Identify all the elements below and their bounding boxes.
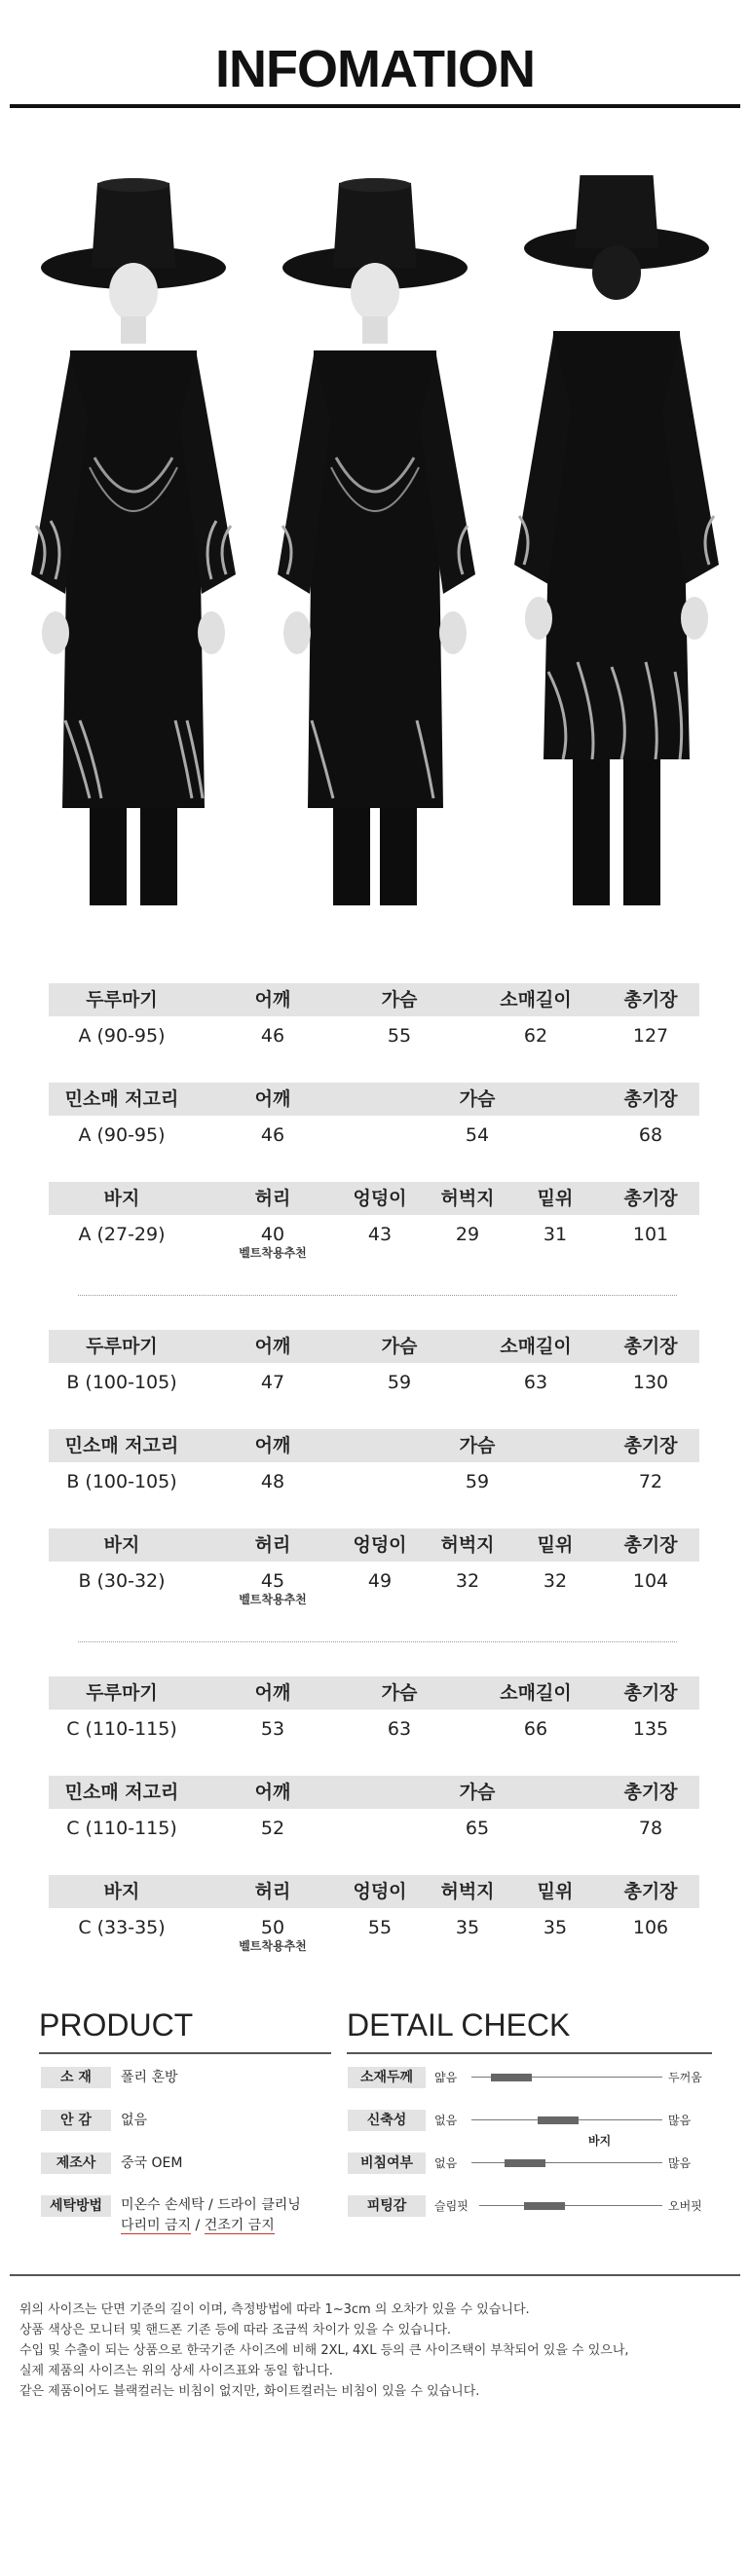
- header-cell: 소매길이: [500, 989, 572, 1011]
- detail-scale: [0, 2110, 750, 2131]
- detail-label: 소재두께: [348, 2067, 426, 2088]
- wash-method-line1: 미온수 손세탁 / 드라이 클리닝: [121, 2197, 301, 2213]
- wash-method-line2: [121, 2216, 275, 2235]
- value-cell: 106: [632, 1917, 669, 1938]
- value-cell: 48: [260, 1471, 285, 1492]
- detail-scale: [0, 2153, 750, 2174]
- value-cell: 46: [260, 1124, 285, 1146]
- costume-back-photo: [495, 175, 738, 905]
- value-cell: 127: [632, 1025, 669, 1047]
- header-cell: 총기장: [623, 1336, 678, 1357]
- note-line: 실제 제품의 사이즈는 위의 상세 사이즈표와 동일 합니다.: [19, 2364, 333, 2378]
- scale-track: [479, 2205, 662, 2206]
- size-cell: C (33-35): [78, 1917, 166, 1938]
- page-title: INFOMATION: [215, 40, 535, 98]
- size-table-vest-b: [49, 1429, 699, 1505]
- value-cell: 32: [543, 1570, 568, 1592]
- header-cell: 가슴: [459, 1782, 496, 1803]
- header-cell: 가슴: [459, 1088, 496, 1110]
- header-cell: 소매길이: [500, 1682, 572, 1704]
- note-line: 수입 및 수출이 되는 상품으로 한국기준 사이즈에 비해 2XL, 4XL 등의 큰 사이즈택이 부착되어 있을 수 있으나,: [19, 2343, 629, 2358]
- no-iron-warning: 다리미 금지: [121, 2218, 192, 2233]
- value-cell: 72: [638, 1471, 663, 1492]
- notes-divider: [10, 2274, 740, 2276]
- costume-angled-photo: [253, 175, 497, 905]
- size-table-pants-b: [49, 1528, 699, 1604]
- value-cell: 59: [465, 1471, 490, 1492]
- table-row: [49, 1016, 699, 1059]
- header-cell: 가슴: [459, 1435, 496, 1456]
- value-cell: 66: [523, 1718, 548, 1740]
- detail-min-label: 슬림핏: [434, 2199, 469, 2213]
- header-cell: 엉덩이: [353, 1881, 407, 1902]
- value-cell: 78: [638, 1818, 663, 1839]
- scale-indicator: [505, 2159, 545, 2167]
- group-divider: [78, 1295, 677, 1296]
- size-table-pants-a: [49, 1182, 699, 1258]
- size-cell: C (110-115): [66, 1718, 177, 1740]
- header-cell: 어깨: [254, 1435, 291, 1456]
- maker-value: 중국 OEM: [121, 2155, 183, 2171]
- header-cell: 총기장: [623, 1782, 678, 1803]
- value-cell: 55: [387, 1025, 412, 1047]
- header-cell: 총기장: [623, 1881, 678, 1902]
- table-row: [49, 1462, 699, 1505]
- table-header: [49, 1676, 699, 1710]
- table-row: [49, 1562, 699, 1604]
- value-cell: 35: [455, 1917, 480, 1938]
- scale-track: [471, 2162, 662, 2163]
- table-header: [49, 1429, 699, 1462]
- value-cell: 63: [387, 1718, 412, 1740]
- detail-max-label: 많음: [668, 2114, 692, 2127]
- header-cell: 어깨: [254, 1336, 291, 1357]
- size-table-coat-b: [49, 1330, 699, 1406]
- scale-indicator: [538, 2116, 579, 2124]
- detail-min-label: 얇음: [434, 2071, 458, 2084]
- value-cell: 32: [455, 1570, 480, 1592]
- value-cell: 52: [260, 1818, 285, 1839]
- group-divider: [78, 1641, 677, 1642]
- table-header: [49, 1182, 699, 1215]
- table-row: [49, 1215, 699, 1258]
- note-line: 상품 색상은 모니터 및 핸드폰 기존 등에 따라 조금씩 차이가 있을 수 있습니다.: [19, 2323, 452, 2337]
- table-header: [49, 983, 699, 1016]
- table-header: [49, 1776, 699, 1809]
- wash-label: 세탁방법: [41, 2195, 111, 2217]
- detail-scale: [0, 2195, 750, 2217]
- lining-value: 없음: [121, 2113, 148, 2128]
- scale-indicator: [524, 2202, 565, 2210]
- header-cell: 가슴: [381, 1336, 418, 1357]
- table-header: [49, 1528, 699, 1562]
- value-cell: 35: [543, 1917, 568, 1938]
- header-cell: 두루마기: [86, 989, 158, 1011]
- value-cell: 45: [260, 1570, 285, 1592]
- wash-separator: /: [191, 2218, 205, 2233]
- header-cell: 허리: [254, 1534, 291, 1556]
- detail-label: 비침여부: [348, 2153, 426, 2174]
- detail-min-label: 없음: [434, 2156, 458, 2170]
- size-cell: B (30-32): [78, 1570, 166, 1592]
- value-cell: 46: [260, 1025, 285, 1047]
- detail-max-label: 오버핏: [668, 2199, 702, 2213]
- value-cell: 130: [632, 1372, 669, 1393]
- header-cell: 가슴: [381, 1682, 418, 1704]
- header-cell: 밑위: [537, 1881, 574, 1902]
- value-cell: 68: [638, 1124, 663, 1146]
- size-table-pants-c: [49, 1875, 699, 1951]
- table-row: [49, 1908, 699, 1951]
- belt-note: 벨트착용추천: [239, 1939, 307, 1953]
- table-header: [49, 1875, 699, 1908]
- table-row: [49, 1363, 699, 1406]
- size-cell: A (90-95): [78, 1124, 166, 1146]
- title-divider: [10, 104, 740, 108]
- header-cell: 민소매 저고리: [64, 1088, 179, 1110]
- value-cell: 65: [465, 1818, 490, 1839]
- header-cell: 두루마기: [86, 1682, 158, 1704]
- size-table-vest-c: [49, 1776, 699, 1852]
- no-dryer-warning: 건조기 금지: [204, 2218, 275, 2233]
- size-cell: C (110-115): [66, 1818, 177, 1839]
- detail-max-label: 두꺼움: [668, 2071, 702, 2084]
- size-table-vest-a: [49, 1083, 699, 1159]
- header-cell: 허벅지: [440, 1534, 495, 1556]
- header-cell: 어깨: [254, 989, 291, 1011]
- header-cell: 총기장: [623, 1682, 678, 1704]
- table-row: [49, 1809, 699, 1852]
- value-cell: 54: [465, 1124, 490, 1146]
- maker-label: 제조사: [41, 2153, 111, 2174]
- value-cell: 63: [523, 1372, 548, 1393]
- header-cell: 밑위: [537, 1534, 574, 1556]
- detail-min-label: 없음: [434, 2114, 458, 2127]
- value-cell: 104: [632, 1570, 669, 1592]
- header-cell: 바지: [103, 1534, 140, 1556]
- detail-label: 신축성: [348, 2110, 426, 2131]
- header-cell: 총기장: [623, 1188, 678, 1209]
- product-photos: [0, 175, 750, 905]
- table-row: [49, 1116, 699, 1159]
- header-cell: 어깨: [254, 1782, 291, 1803]
- header-cell: 바지: [103, 1881, 140, 1902]
- detail-max-label: 많음: [668, 2156, 692, 2170]
- size-table-coat-a: [49, 983, 699, 1059]
- header-cell: 엉덩이: [353, 1188, 407, 1209]
- header-cell: 허리: [254, 1881, 291, 1902]
- header-cell: 허리: [254, 1188, 291, 1209]
- size-cell: A (90-95): [78, 1025, 166, 1047]
- note-line: 같은 제품이어도 블랙컬러는 비침이 없지만, 화이트컬러는 비침이 있을 수 있습니다.: [19, 2384, 480, 2399]
- size-table-coat-c: [49, 1676, 699, 1752]
- belt-note: 벨트착용추천: [239, 1593, 307, 1606]
- costume-front-photo: [12, 175, 255, 905]
- value-cell: 29: [455, 1224, 480, 1245]
- value-cell: 49: [367, 1570, 393, 1592]
- header-cell: 총기장: [623, 1534, 678, 1556]
- notes-block: [19, 2300, 740, 2402]
- value-cell: 135: [632, 1718, 669, 1740]
- detail-scale: [0, 2067, 750, 2088]
- header-cell: 어깨: [254, 1682, 291, 1704]
- product-section-title: PRODUCT: [39, 2007, 194, 2042]
- header-cell: 어깨: [254, 1088, 291, 1110]
- header-cell: 엉덩이: [353, 1534, 407, 1556]
- size-cell: B (100-105): [66, 1372, 177, 1393]
- header-cell: 총기장: [623, 1088, 678, 1110]
- value-cell: 55: [367, 1917, 393, 1938]
- value-cell: 53: [260, 1718, 285, 1740]
- size-cell: A (27-29): [78, 1224, 166, 1245]
- header-cell: 총기장: [623, 1435, 678, 1456]
- value-cell: 59: [387, 1372, 412, 1393]
- product-divider: [39, 2052, 331, 2054]
- header-cell: 민소매 저고리: [64, 1782, 179, 1803]
- table-header: [49, 1083, 699, 1116]
- lining-label: 안 감: [41, 2110, 111, 2131]
- header-cell: 허벅지: [440, 1188, 495, 1209]
- value-cell: 50: [260, 1917, 285, 1938]
- value-cell: 43: [367, 1224, 393, 1245]
- detail-divider: [347, 2052, 712, 2054]
- value-cell: 62: [523, 1025, 548, 1047]
- note-line: 위의 사이즈는 단면 기준의 길이 이며, 측정방법에 따라 1~3cm 의 오차가 있을 수 있습니다.: [19, 2302, 530, 2317]
- header-cell: 민소매 저고리: [64, 1435, 179, 1456]
- table-header: [49, 1330, 699, 1363]
- header-cell: 소매길이: [500, 1336, 572, 1357]
- detail-label: 피팅감: [348, 2195, 426, 2217]
- detail-section-title: DETAIL CHECK: [347, 2007, 571, 2042]
- material-label: 소 재: [41, 2067, 111, 2088]
- value-cell: 101: [632, 1224, 669, 1245]
- stretch-note: 바지: [588, 2134, 612, 2148]
- header-cell: 가슴: [381, 989, 418, 1011]
- value-cell: 47: [260, 1372, 285, 1393]
- value-cell: 40: [260, 1224, 285, 1245]
- scale-indicator: [491, 2074, 532, 2081]
- header-cell: 허벅지: [440, 1881, 495, 1902]
- table-row: [49, 1710, 699, 1752]
- header-cell: 총기장: [623, 989, 678, 1011]
- belt-note: 벨트착용추천: [239, 1246, 307, 1260]
- material-value: 폴리 혼방: [121, 2070, 178, 2085]
- size-cell: B (100-105): [66, 1471, 177, 1492]
- value-cell: 31: [543, 1224, 568, 1245]
- header-cell: 두루마기: [86, 1336, 158, 1357]
- header-cell: 밑위: [537, 1188, 574, 1209]
- header-cell: 바지: [103, 1188, 140, 1209]
